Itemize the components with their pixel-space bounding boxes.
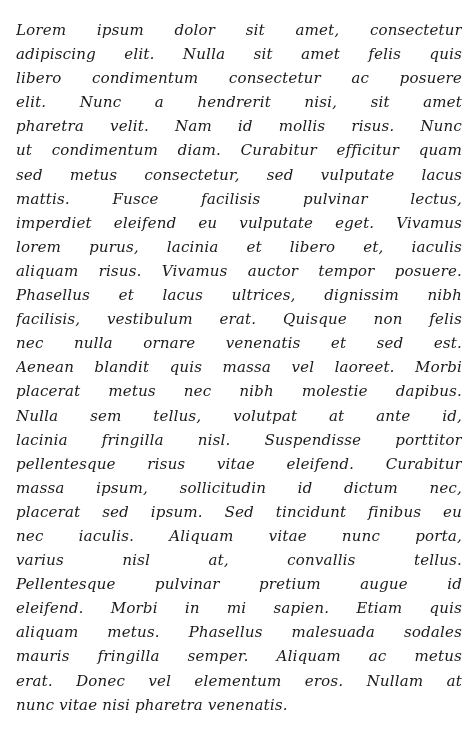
text-line: erat. Donec vel elementum eros. Nullam at (16, 671, 462, 690)
text-line: varius nisl at, convallis tellus. (16, 551, 462, 570)
text-line: elit. Nunc a hendrerit nisi, sit amet (16, 93, 462, 112)
text-line: aliquam risus. Vivamus auctor tempor posuere. (16, 261, 462, 280)
text-line: pharetra velit. Nam id mollis risus. Nunc (16, 117, 462, 136)
text-line: libero condimentum consectetur ac posuere (16, 69, 462, 88)
text-line: eleifend. Morbi in mi sapien. Etiam quis (16, 599, 462, 618)
text-line: adipiscing elit. Nulla sit amet felis quis (16, 45, 462, 64)
text-line: Lorem ipsum dolor sit amet, consectetur (16, 21, 462, 39)
text-line: pellentesque risus vitae eleifend. Curabitur (16, 454, 462, 473)
text-line: sed metus consectetur, sed vulputate lacus (16, 165, 462, 184)
text-line: mauris fringilla semper. Aliquam ac metus (16, 647, 462, 666)
text-line: nec iaculis. Aliquam vitae nunc porta, (16, 526, 462, 545)
text-line: Phasellus et lacus ultrices, dignissim nibh (16, 286, 462, 305)
text-line: nec nulla ornare venenatis et sed est. (16, 334, 462, 353)
text-line: placerat sed ipsum. Sed tincidunt finibus eu (16, 502, 462, 521)
text-line: Aenean blandit quis massa vel laoreet. Morbi (16, 358, 462, 377)
text-line: lorem purus, lacinia et libero et, iaculis (16, 237, 462, 256)
handwritten-text-block (16, 18, 462, 717)
text-line: lacinia fringilla nisl. Suspendisse porttitor (16, 430, 462, 449)
text-line: imperdiet eleifend eu vulputate eget. Vivamus (16, 213, 462, 232)
text-line: ut condimentum diam. Curabitur efficitur quam (16, 141, 462, 160)
text-line: Nulla sem tellus, volutpat at ante id, (16, 406, 462, 425)
text-line: Pellentesque pulvinar pretium augue id (16, 575, 462, 594)
text-line: facilisis, vestibulum erat. Quisque non felis (16, 310, 462, 329)
text-line: aliquam metus. Phasellus malesuada sodales (16, 623, 462, 642)
text-line: mattis. Fusce facilisis pulvinar lectus, (16, 189, 462, 208)
text-line: massa ipsum, sollicitudin id dictum nec, (16, 478, 462, 497)
text-line: nunc vitae nisi pharetra venenatis. (16, 695, 288, 714)
text-line: placerat metus nec nibh molestie dapibus. (16, 382, 462, 401)
